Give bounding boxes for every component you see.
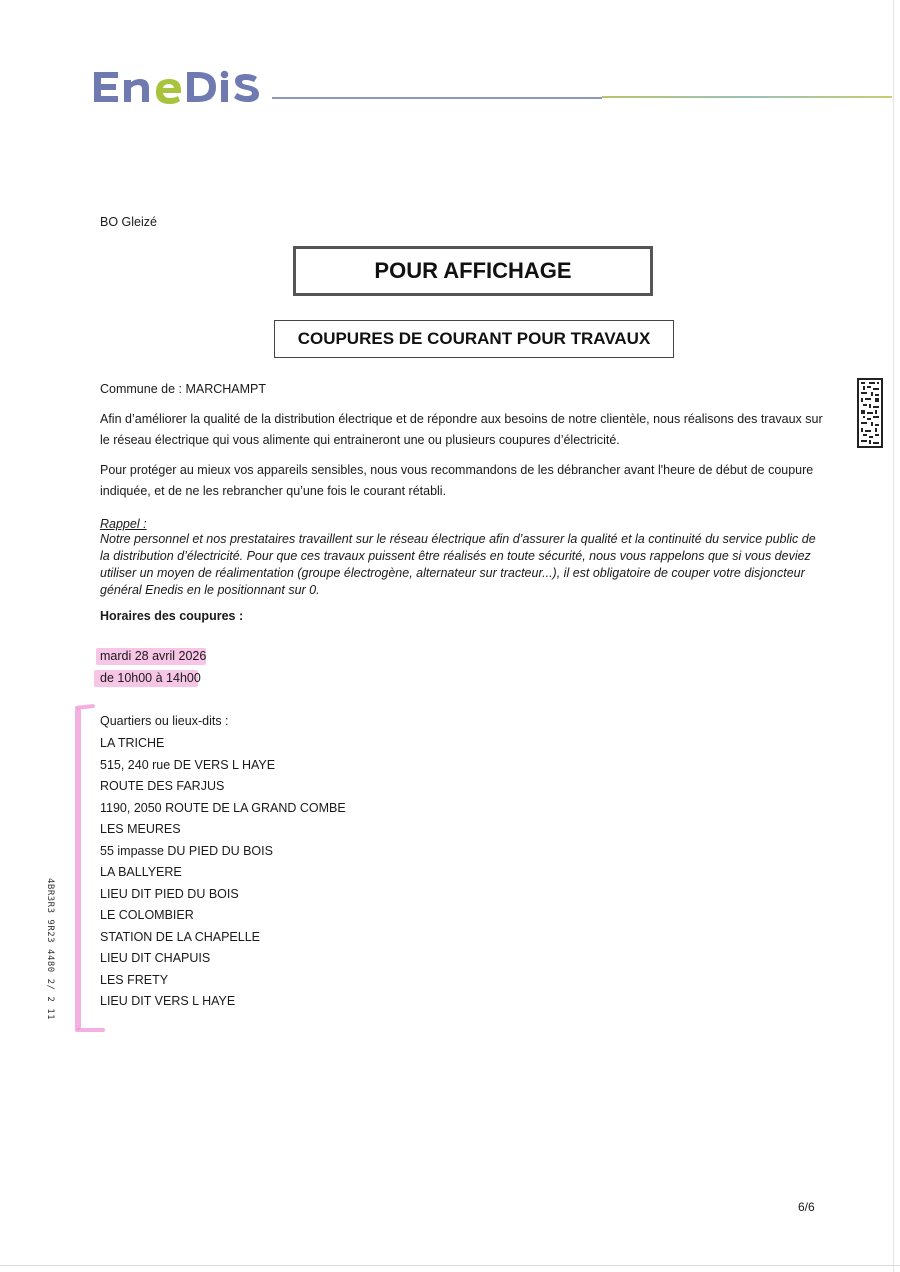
list-item: LIEU DIT VERS L HAYE <box>100 994 236 1008</box>
list-item: STATION DE LA CHAPELLE <box>100 929 261 944</box>
title-box: POUR AFFICHAGE <box>293 246 653 296</box>
sender-office: BO Gleizé <box>100 215 157 229</box>
list-item: LE COLOMBIER <box>100 908 194 922</box>
list-item: LIEU DIT CHAPUIS <box>100 951 211 965</box>
places-heading: Quartiers ou lieux-dits : <box>100 714 229 728</box>
places-list <box>100 733 346 1013</box>
highlight-bracket-bottom <box>75 1028 105 1032</box>
header-rule-blue <box>272 97 602 99</box>
list-item: 1190, 2050 ROUTE DE LA GRAND COMBE <box>100 800 346 815</box>
schedule-heading: Horaires des coupures : <box>100 609 244 623</box>
list-item: LA BALLYERE <box>100 865 182 879</box>
subtitle-box: COUPURES DE COURANT POUR TRAVAUX <box>274 320 674 358</box>
enedis-logo <box>92 66 264 106</box>
outage-date: mardi 28 avril 2026 <box>100 649 207 663</box>
advice-paragraph: Pour protéger au mieux vos appareils sensibles, nous vous recommandons de les débrancher avant l'heure de début de coupure indiquée, et de ne les rebrancher qu’une fois le courant rétabli. <box>100 463 814 498</box>
rappel-title: Rappel : <box>100 517 147 531</box>
bottom-edge <box>0 1265 900 1266</box>
right-edge <box>893 0 894 1272</box>
commune-line: Commune de : MARCHAMPT <box>100 382 267 396</box>
list-item: LA TRICHE <box>100 736 165 750</box>
header-rule <box>272 96 892 99</box>
outage-time: de 10h00 à 14h00 <box>100 671 201 685</box>
header-rule-green <box>602 96 892 98</box>
list-item: LIEU DIT PIED DU BOIS <box>100 886 239 901</box>
list-item: LES FRETY <box>100 972 169 987</box>
datamatrix-barcode-icon <box>857 378 883 448</box>
page-number: 6/6 <box>798 1200 815 1214</box>
list-item: 55 impasse DU PIED DU BOIS <box>100 843 273 858</box>
highlight-bracket <box>75 708 81 1030</box>
list-item: LES MEURES <box>100 822 181 836</box>
list-item: 515, 240 rue DE VERS L HAYE <box>100 757 276 772</box>
side-reference-code: 4BR3R3 9R23 4480 2/ 2 11 <box>45 878 55 1021</box>
rappel-text: Notre personnel et nos prestataires travaillent sur le réseau électrique afin d’assurer la qualité et la continuité du service public de la distribution d’électricité. Pour que ces travaux puissent être réalisés en toute sécurité, nous vous rappelons que si vous deviez utiliser un moyen de réalimentation (groupe électrogène, alternateur sur tracteur...), il est obligatoire de couper votre disjoncteur général Enedis en le positionnant sur 0. <box>100 532 816 597</box>
list-item: ROUTE DES FARJUS <box>100 779 225 793</box>
intro-paragraph: Afin d’améliorer la qualité de la distribution électrique et de répondre aux besoins de notre clientèle, nous réalisons des travaux sur le réseau électrique qui vous alimente qui entraineront une ou plusieurs coupures d’électricité. <box>100 412 823 447</box>
